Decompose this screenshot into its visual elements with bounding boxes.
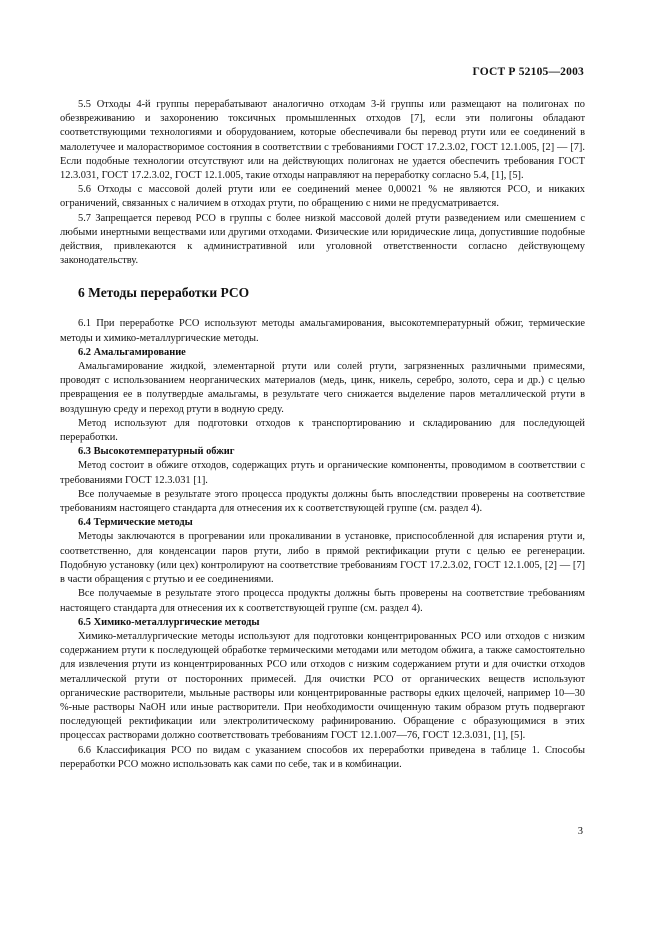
- subsection-title-6-4: 6.4 Термические методы: [78, 517, 193, 529]
- section-title: 6 Методы переработки РСО: [78, 285, 250, 301]
- subsection-title-6-5: 6.5 Химико-металлургические методы: [78, 616, 260, 628]
- paragraph-6-2-b: Метод используют для подготовки отходов к транспортированию и складированию для последующей переработки.: [60, 417, 585, 444]
- paragraph-6-4-a: Методы заключаются в прогревании или прокаливании в установке, приспособленной для испарения ртути и, соответственно, для конденсации паров ртути, либо в прямой ректификации ртути с целью ее регенерации. Подобную установку (или цех) контролируют на соответствие требованиям ГОСТ 17.2.3.02, ГОСТ 12.1.005, [2] — [7] в части обращения с ртутью и ее соединениями.: [60, 531, 585, 586]
- paragraph-6-5: Химико-металлургические методы используют для подготовки концентрированных РСО или отходов с низким содержанием ртути к последующей обработке термическими методами или методом обжига, а также самостоятельно для извлечения ртути из концентрированных РСО или отходов с низким содержанием ртути и для очистки отходов металлической ртути от посторонних примесей. Для очистки РСО от органических веществ используют органические растворители, мыльные растворы или концентрированные растворы едких щелочей, например 10—30 %-ные растворы NaOH или иные растворители. При необходимости очищенную таким образом ртуть подвергают последующей ректификации или электролитическому рафинированию. Обращение с образующимися в этих процессах растворами должно соответствовать требованиям ГОСТ 12.1.007—76, ГОСТ 12.3.031, [1], [5].: [60, 630, 585, 742]
- paragraph-6-4-b: Все получаемые в результате этого процесса продукты должны быть проверены на соответствие требованиям настоящего стандарта для отнесения их к соответствующей группе (см. раздел 4).: [60, 588, 585, 614]
- subsection-title-6-2: 6.2 Амальгамирование: [78, 346, 186, 358]
- paragraph-6-1: 6.1 При переработке РСО используют методы амальгамирования, высокотемпературный обжиг, термические методы и химико-металлургические методы.: [60, 318, 585, 344]
- paragraph-6-3-a: Метод состоит в обжиге отходов, содержащих ртуть и органические компоненты, проводимом в соответствии с требованиями ГОСТ 12.3.031 [1].: [60, 460, 585, 486]
- document-body: [60, 98, 585, 772]
- paragraph-5-5: 5.5 Отходы 4-й группы перерабатывают аналогично отходам 3-й группы или размещают на полигонах по обезвреживанию и захоронению токсичных промышленных отходов [7], если эти полигоны обладают соответствующими технологиями и оборудованием, которые обеспечивали бы перевод ртути или ее соединений в малолетучее и малорастворимое состояния в соответствии с требованиями ГОСТ 17.2.3.02, ГОСТ 12.1.005, [2] — [7]. Если подобные технологии отсутствуют или на действующих полигонах не удается обеспечить требования ГОСТ 12.3.031, ГОСТ 17.2.3.02, ГОСТ 12.1.005, такие отходы направляют на переработку согласно 5.4, [1], [5].: [60, 99, 585, 182]
- paragraph-5-6: 5.6 Отходы с массовой долей ртути или ее соединений менее 0,00021 % не являются РСО, и никаких ограничений, связанных с наличием в отходах ртути, по обращению с ними не предусматривается.: [60, 184, 585, 210]
- document-id: ГОСТ Р 52105—2003: [472, 66, 584, 78]
- subsection-title-6-3: 6.3 Высокотемпературный обжиг: [78, 446, 235, 458]
- paragraph-6-6: 6.6 Классификация РСО по видам с указанием способов их переработки приведена в таблице 1. Способы переработки РСО можно использовать как сами по себе, так и в комбинации.: [60, 744, 585, 770]
- paragraph-5-7: 5.7 Запрещается перевод РСО в группы с более низкой массовой долей ртути разведением или смешением с любыми инертными веществами или другими отходами. Физические или юридические лица, допустившие подобные действия, привлекаются к административной или уголовной ответственности согласно действующему законодательству.: [60, 212, 585, 267]
- paragraph-6-3-b: Все получаемые в результате этого процесса продукты должны быть впоследствии проверены на соответствие требованиям настоящего стандарта для отнесения их к соответствующей группе (см. раздел 4).: [60, 488, 585, 515]
- paragraph-6-2-a: Амальгамирование жидкой, элементарной ртути или солей ртути, загрязненных различными примесями, проводят с использованием неорганических материалов (медь, цинк, никель, серебро, золото, сера и др.) с целью превращения ее в полутвердые амальгамы, в результате чего снижается выделение паров металлической ртути в воздушную среду и переход ртути в водную среду.: [60, 361, 585, 415]
- page-number: 3: [577, 826, 583, 837]
